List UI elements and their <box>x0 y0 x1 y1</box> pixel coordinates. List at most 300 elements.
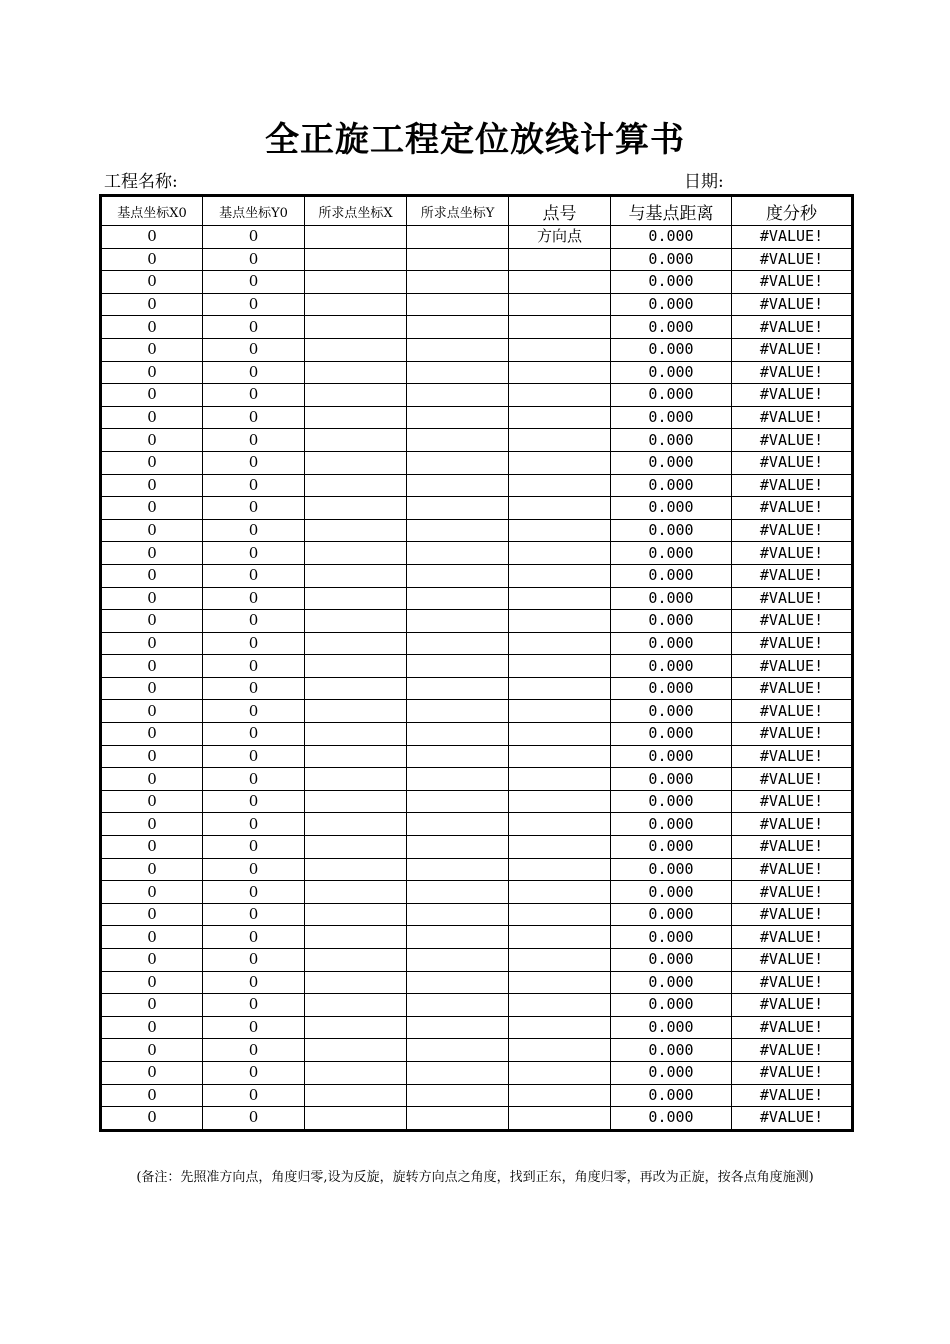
cell-dms: #VALUE! <box>732 949 853 972</box>
table-body <box>101 226 853 1131</box>
header-target-x: 所求点坐标X <box>305 196 407 226</box>
cell-point-number <box>509 497 611 520</box>
cell-distance: 0.000 <box>611 248 732 271</box>
cell-point-number <box>509 677 611 700</box>
cell-base-y0: 0 <box>203 1107 305 1131</box>
cell-target-y <box>407 655 509 678</box>
table-row <box>101 338 853 361</box>
cell-target-y <box>407 248 509 271</box>
cell-dms: #VALUE! <box>732 858 853 881</box>
cell-point-number <box>509 384 611 407</box>
cell-base-y0: 0 <box>203 429 305 452</box>
cell-target-x <box>305 700 407 723</box>
cell-point-number <box>509 971 611 994</box>
cell-base-x0: 0 <box>101 610 203 633</box>
cell-base-y0: 0 <box>203 655 305 678</box>
table-row <box>101 1061 853 1084</box>
cell-base-x0: 0 <box>101 406 203 429</box>
cell-dms: #VALUE! <box>732 564 853 587</box>
cell-target-y <box>407 858 509 881</box>
table-row <box>101 429 853 452</box>
cell-dms: #VALUE! <box>732 655 853 678</box>
cell-distance: 0.000 <box>611 316 732 339</box>
cell-point-number <box>509 700 611 723</box>
cell-dms: #VALUE! <box>732 1061 853 1084</box>
table-row <box>101 474 853 497</box>
cell-base-y0: 0 <box>203 858 305 881</box>
cell-distance: 0.000 <box>611 451 732 474</box>
cell-dms: #VALUE! <box>732 361 853 384</box>
cell-base-y0: 0 <box>203 677 305 700</box>
cell-dms: #VALUE! <box>732 384 853 407</box>
cell-base-y0: 0 <box>203 497 305 520</box>
cell-dms: #VALUE! <box>732 474 853 497</box>
table-row <box>101 881 853 904</box>
table-row <box>101 655 853 678</box>
cell-dms: #VALUE! <box>732 1107 853 1131</box>
cell-target-x <box>305 903 407 926</box>
cell-base-x0: 0 <box>101 971 203 994</box>
cell-distance: 0.000 <box>611 474 732 497</box>
cell-target-x <box>305 610 407 633</box>
cell-base-x0: 0 <box>101 700 203 723</box>
cell-dms: #VALUE! <box>732 994 853 1017</box>
cell-point-number <box>509 451 611 474</box>
cell-base-x0: 0 <box>101 926 203 949</box>
cell-target-x <box>305 226 407 249</box>
cell-dms: #VALUE! <box>732 338 853 361</box>
cell-target-x <box>305 293 407 316</box>
cell-base-x0: 0 <box>101 248 203 271</box>
table-row <box>101 677 853 700</box>
cell-base-y0: 0 <box>203 271 305 294</box>
cell-target-x <box>305 497 407 520</box>
cell-dms: #VALUE! <box>732 677 853 700</box>
cell-target-x <box>305 655 407 678</box>
cell-base-y0: 0 <box>203 451 305 474</box>
cell-point-number <box>509 1061 611 1084</box>
cell-dms: #VALUE! <box>732 1039 853 1062</box>
table-row <box>101 451 853 474</box>
cell-dms: #VALUE! <box>732 632 853 655</box>
cell-base-x0: 0 <box>101 632 203 655</box>
cell-target-y <box>407 564 509 587</box>
table-row <box>101 994 853 1017</box>
cell-target-y <box>407 745 509 768</box>
cell-dms: #VALUE! <box>732 406 853 429</box>
header-point-number: 点号 <box>509 196 611 226</box>
cell-dms: #VALUE! <box>732 429 853 452</box>
cell-distance: 0.000 <box>611 632 732 655</box>
cell-base-y0: 0 <box>203 248 305 271</box>
cell-distance: 0.000 <box>611 1084 732 1107</box>
cell-target-y <box>407 836 509 859</box>
cell-distance: 0.000 <box>611 610 732 633</box>
cell-distance: 0.000 <box>611 226 732 249</box>
cell-distance: 0.000 <box>611 361 732 384</box>
cell-target-x <box>305 271 407 294</box>
cell-base-y0: 0 <box>203 384 305 407</box>
table-row <box>101 858 853 881</box>
cell-target-y <box>407 1016 509 1039</box>
table-row <box>101 519 853 542</box>
cell-base-x0: 0 <box>101 1061 203 1084</box>
cell-point-number <box>509 248 611 271</box>
cell-dms: #VALUE! <box>732 1084 853 1107</box>
cell-target-y <box>407 790 509 813</box>
cell-base-y0: 0 <box>203 610 305 633</box>
cell-point-number <box>509 903 611 926</box>
cell-target-x <box>305 881 407 904</box>
cell-distance: 0.000 <box>611 519 732 542</box>
cell-target-x <box>305 1039 407 1062</box>
cell-point-number <box>509 271 611 294</box>
cell-base-y0: 0 <box>203 813 305 836</box>
cell-target-x <box>305 316 407 339</box>
cell-point-number <box>509 610 611 633</box>
cell-target-x <box>305 723 407 746</box>
cell-target-x <box>305 429 407 452</box>
cell-point-number <box>509 790 611 813</box>
cell-target-x <box>305 542 407 565</box>
cell-base-y0: 0 <box>203 881 305 904</box>
cell-distance: 0.000 <box>611 655 732 678</box>
cell-target-x <box>305 994 407 1017</box>
cell-distance: 0.000 <box>611 858 732 881</box>
cell-base-x0: 0 <box>101 1107 203 1131</box>
cell-base-y0: 0 <box>203 293 305 316</box>
cell-target-x <box>305 338 407 361</box>
cell-base-x0: 0 <box>101 429 203 452</box>
cell-base-x0: 0 <box>101 519 203 542</box>
cell-base-x0: 0 <box>101 813 203 836</box>
cell-dms: #VALUE! <box>732 316 853 339</box>
cell-base-y0: 0 <box>203 1084 305 1107</box>
cell-base-x0: 0 <box>101 903 203 926</box>
cell-distance: 0.000 <box>611 677 732 700</box>
cell-point-number <box>509 587 611 610</box>
cell-base-x0: 0 <box>101 994 203 1017</box>
header-base-x0: 基点坐标X0 <box>101 196 203 226</box>
cell-dms: #VALUE! <box>732 226 853 249</box>
cell-base-y0: 0 <box>203 474 305 497</box>
cell-dms: #VALUE! <box>732 1016 853 1039</box>
cell-base-y0: 0 <box>203 949 305 972</box>
cell-target-y <box>407 226 509 249</box>
table-row <box>101 293 853 316</box>
cell-distance: 0.000 <box>611 1039 732 1062</box>
cell-distance: 0.000 <box>611 813 732 836</box>
cell-base-y0: 0 <box>203 745 305 768</box>
header-target-y: 所求点坐标Y <box>407 196 509 226</box>
cell-target-x <box>305 836 407 859</box>
cell-target-x <box>305 768 407 791</box>
cell-base-y0: 0 <box>203 632 305 655</box>
table-row <box>101 836 853 859</box>
cell-target-x <box>305 451 407 474</box>
cell-target-x <box>305 677 407 700</box>
cell-base-x0: 0 <box>101 858 203 881</box>
table-row <box>101 587 853 610</box>
cell-target-y <box>407 994 509 1017</box>
cell-dms: #VALUE! <box>732 881 853 904</box>
cell-base-y0: 0 <box>203 226 305 249</box>
cell-base-y0: 0 <box>203 361 305 384</box>
cell-point-number <box>509 994 611 1017</box>
cell-base-y0: 0 <box>203 971 305 994</box>
cell-target-x <box>305 971 407 994</box>
cell-base-y0: 0 <box>203 564 305 587</box>
cell-distance: 0.000 <box>611 497 732 520</box>
cell-target-y <box>407 429 509 452</box>
cell-target-y <box>407 949 509 972</box>
cell-target-y <box>407 293 509 316</box>
cell-target-y <box>407 1039 509 1062</box>
table-row <box>101 316 853 339</box>
cell-target-y <box>407 903 509 926</box>
table-row <box>101 723 853 746</box>
table-row <box>101 1039 853 1062</box>
date-label: 日期: <box>684 172 724 192</box>
cell-point-number <box>509 338 611 361</box>
cell-dms: #VALUE! <box>732 542 853 565</box>
cell-distance: 0.000 <box>611 338 732 361</box>
cell-point-number <box>509 655 611 678</box>
cell-point-number <box>509 361 611 384</box>
cell-point-number <box>509 926 611 949</box>
cell-base-x0: 0 <box>101 1039 203 1062</box>
table-row <box>101 1084 853 1107</box>
header-dms: 度分秒 <box>732 196 853 226</box>
cell-distance: 0.000 <box>611 768 732 791</box>
calculation-table <box>99 194 854 1132</box>
cell-target-x <box>305 384 407 407</box>
table-row <box>101 361 853 384</box>
table-row <box>101 542 853 565</box>
header-distance: 与基点距离 <box>611 196 732 226</box>
cell-distance: 0.000 <box>611 790 732 813</box>
cell-base-y0: 0 <box>203 519 305 542</box>
cell-base-y0: 0 <box>203 338 305 361</box>
cell-target-x <box>305 632 407 655</box>
cell-point-number <box>509 564 611 587</box>
cell-target-x <box>305 1061 407 1084</box>
cell-point-number <box>509 293 611 316</box>
cell-distance: 0.000 <box>611 429 732 452</box>
cell-base-y0: 0 <box>203 903 305 926</box>
cell-point-number <box>509 474 611 497</box>
header-row <box>101 196 853 226</box>
cell-target-y <box>407 1084 509 1107</box>
cell-base-y0: 0 <box>203 1039 305 1062</box>
cell-base-x0: 0 <box>101 723 203 746</box>
cell-base-x0: 0 <box>101 361 203 384</box>
cell-target-y <box>407 610 509 633</box>
cell-dms: #VALUE! <box>732 271 853 294</box>
cell-distance: 0.000 <box>611 994 732 1017</box>
cell-base-x0: 0 <box>101 655 203 678</box>
cell-target-y <box>407 406 509 429</box>
table-row <box>101 248 853 271</box>
cell-point-number <box>509 836 611 859</box>
cell-base-x0: 0 <box>101 226 203 249</box>
cell-dms: #VALUE! <box>732 610 853 633</box>
cell-distance: 0.000 <box>611 542 732 565</box>
cell-distance: 0.000 <box>611 1107 732 1131</box>
cell-target-x <box>305 406 407 429</box>
cell-target-y <box>407 338 509 361</box>
cell-base-x0: 0 <box>101 677 203 700</box>
cell-base-x0: 0 <box>101 384 203 407</box>
cell-target-y <box>407 271 509 294</box>
cell-target-y <box>407 971 509 994</box>
cell-base-y0: 0 <box>203 768 305 791</box>
table-row <box>101 971 853 994</box>
cell-base-x0: 0 <box>101 768 203 791</box>
cell-distance: 0.000 <box>611 700 732 723</box>
cell-base-y0: 0 <box>203 723 305 746</box>
cell-distance: 0.000 <box>611 881 732 904</box>
cell-target-x <box>305 474 407 497</box>
cell-point-number <box>509 1016 611 1039</box>
cell-target-x <box>305 248 407 271</box>
cell-base-y0: 0 <box>203 790 305 813</box>
cell-target-y <box>407 723 509 746</box>
cell-base-y0: 0 <box>203 542 305 565</box>
table-row <box>101 926 853 949</box>
cell-distance: 0.000 <box>611 384 732 407</box>
cell-target-y <box>407 384 509 407</box>
cell-target-y <box>407 677 509 700</box>
cell-dms: #VALUE! <box>732 700 853 723</box>
cell-distance: 0.000 <box>611 836 732 859</box>
cell-target-y <box>407 881 509 904</box>
cell-distance: 0.000 <box>611 564 732 587</box>
table-row <box>101 903 853 926</box>
cell-target-x <box>305 1016 407 1039</box>
cell-target-x <box>305 361 407 384</box>
cell-dms: #VALUE! <box>732 971 853 994</box>
cell-base-x0: 0 <box>101 745 203 768</box>
cell-point-number: 方向点 <box>509 226 611 249</box>
table-row <box>101 813 853 836</box>
table-row <box>101 949 853 972</box>
cell-base-y0: 0 <box>203 836 305 859</box>
cell-target-y <box>407 632 509 655</box>
cell-point-number <box>509 768 611 791</box>
table-row <box>101 632 853 655</box>
table-row <box>101 564 853 587</box>
cell-base-x0: 0 <box>101 451 203 474</box>
cell-point-number <box>509 519 611 542</box>
table-row <box>101 1016 853 1039</box>
cell-dms: #VALUE! <box>732 813 853 836</box>
table-row <box>101 700 853 723</box>
cell-distance: 0.000 <box>611 745 732 768</box>
cell-point-number <box>509 813 611 836</box>
page-title: 全正旋工程定位放线计算书 <box>265 120 685 160</box>
cell-base-x0: 0 <box>101 316 203 339</box>
cell-point-number <box>509 1039 611 1062</box>
cell-target-x <box>305 587 407 610</box>
footnote: (备注：先照准方向点，角度归零,设为反旋，旋转方向点之角度，找到正东，角度归零，再改为正旋，按各点角度施测) <box>136 1170 814 1185</box>
project-name-label: 工程名称: <box>104 172 178 192</box>
cell-target-y <box>407 474 509 497</box>
table-row <box>101 745 853 768</box>
cell-point-number <box>509 745 611 768</box>
cell-distance: 0.000 <box>611 723 732 746</box>
cell-dms: #VALUE! <box>732 587 853 610</box>
table-row <box>101 790 853 813</box>
cell-target-x <box>305 745 407 768</box>
cell-point-number <box>509 949 611 972</box>
cell-distance: 0.000 <box>611 406 732 429</box>
cell-target-x <box>305 519 407 542</box>
cell-base-y0: 0 <box>203 316 305 339</box>
cell-distance: 0.000 <box>611 971 732 994</box>
cell-target-y <box>407 1061 509 1084</box>
cell-target-y <box>407 497 509 520</box>
cell-base-x0: 0 <box>101 542 203 565</box>
cell-point-number <box>509 723 611 746</box>
cell-dms: #VALUE! <box>732 790 853 813</box>
cell-target-x <box>305 949 407 972</box>
table-row <box>101 610 853 633</box>
cell-target-y <box>407 519 509 542</box>
cell-target-x <box>305 1084 407 1107</box>
cell-target-y <box>407 700 509 723</box>
cell-base-x0: 0 <box>101 836 203 859</box>
cell-base-y0: 0 <box>203 406 305 429</box>
cell-base-y0: 0 <box>203 1016 305 1039</box>
cell-base-x0: 0 <box>101 1084 203 1107</box>
cell-target-x <box>305 926 407 949</box>
table-row <box>101 384 853 407</box>
cell-base-y0: 0 <box>203 1061 305 1084</box>
cell-distance: 0.000 <box>611 926 732 949</box>
cell-target-x <box>305 858 407 881</box>
cell-base-y0: 0 <box>203 700 305 723</box>
cell-dms: #VALUE! <box>732 926 853 949</box>
table-row <box>101 1107 853 1131</box>
cell-distance: 0.000 <box>611 1061 732 1084</box>
cell-dms: #VALUE! <box>732 723 853 746</box>
cell-distance: 0.000 <box>611 293 732 316</box>
cell-dms: #VALUE! <box>732 497 853 520</box>
cell-distance: 0.000 <box>611 903 732 926</box>
cell-distance: 0.000 <box>611 587 732 610</box>
cell-base-x0: 0 <box>101 564 203 587</box>
cell-base-x0: 0 <box>101 497 203 520</box>
cell-base-x0: 0 <box>101 293 203 316</box>
cell-distance: 0.000 <box>611 949 732 972</box>
cell-base-y0: 0 <box>203 587 305 610</box>
cell-target-y <box>407 768 509 791</box>
cell-base-x0: 0 <box>101 271 203 294</box>
cell-target-y <box>407 451 509 474</box>
cell-base-x0: 0 <box>101 949 203 972</box>
cell-point-number <box>509 406 611 429</box>
cell-target-y <box>407 1107 509 1131</box>
cell-point-number <box>509 429 611 452</box>
cell-base-x0: 0 <box>101 474 203 497</box>
cell-distance: 0.000 <box>611 1016 732 1039</box>
cell-dms: #VALUE! <box>732 248 853 271</box>
cell-target-x <box>305 1107 407 1131</box>
cell-base-y0: 0 <box>203 926 305 949</box>
cell-dms: #VALUE! <box>732 745 853 768</box>
cell-target-y <box>407 587 509 610</box>
